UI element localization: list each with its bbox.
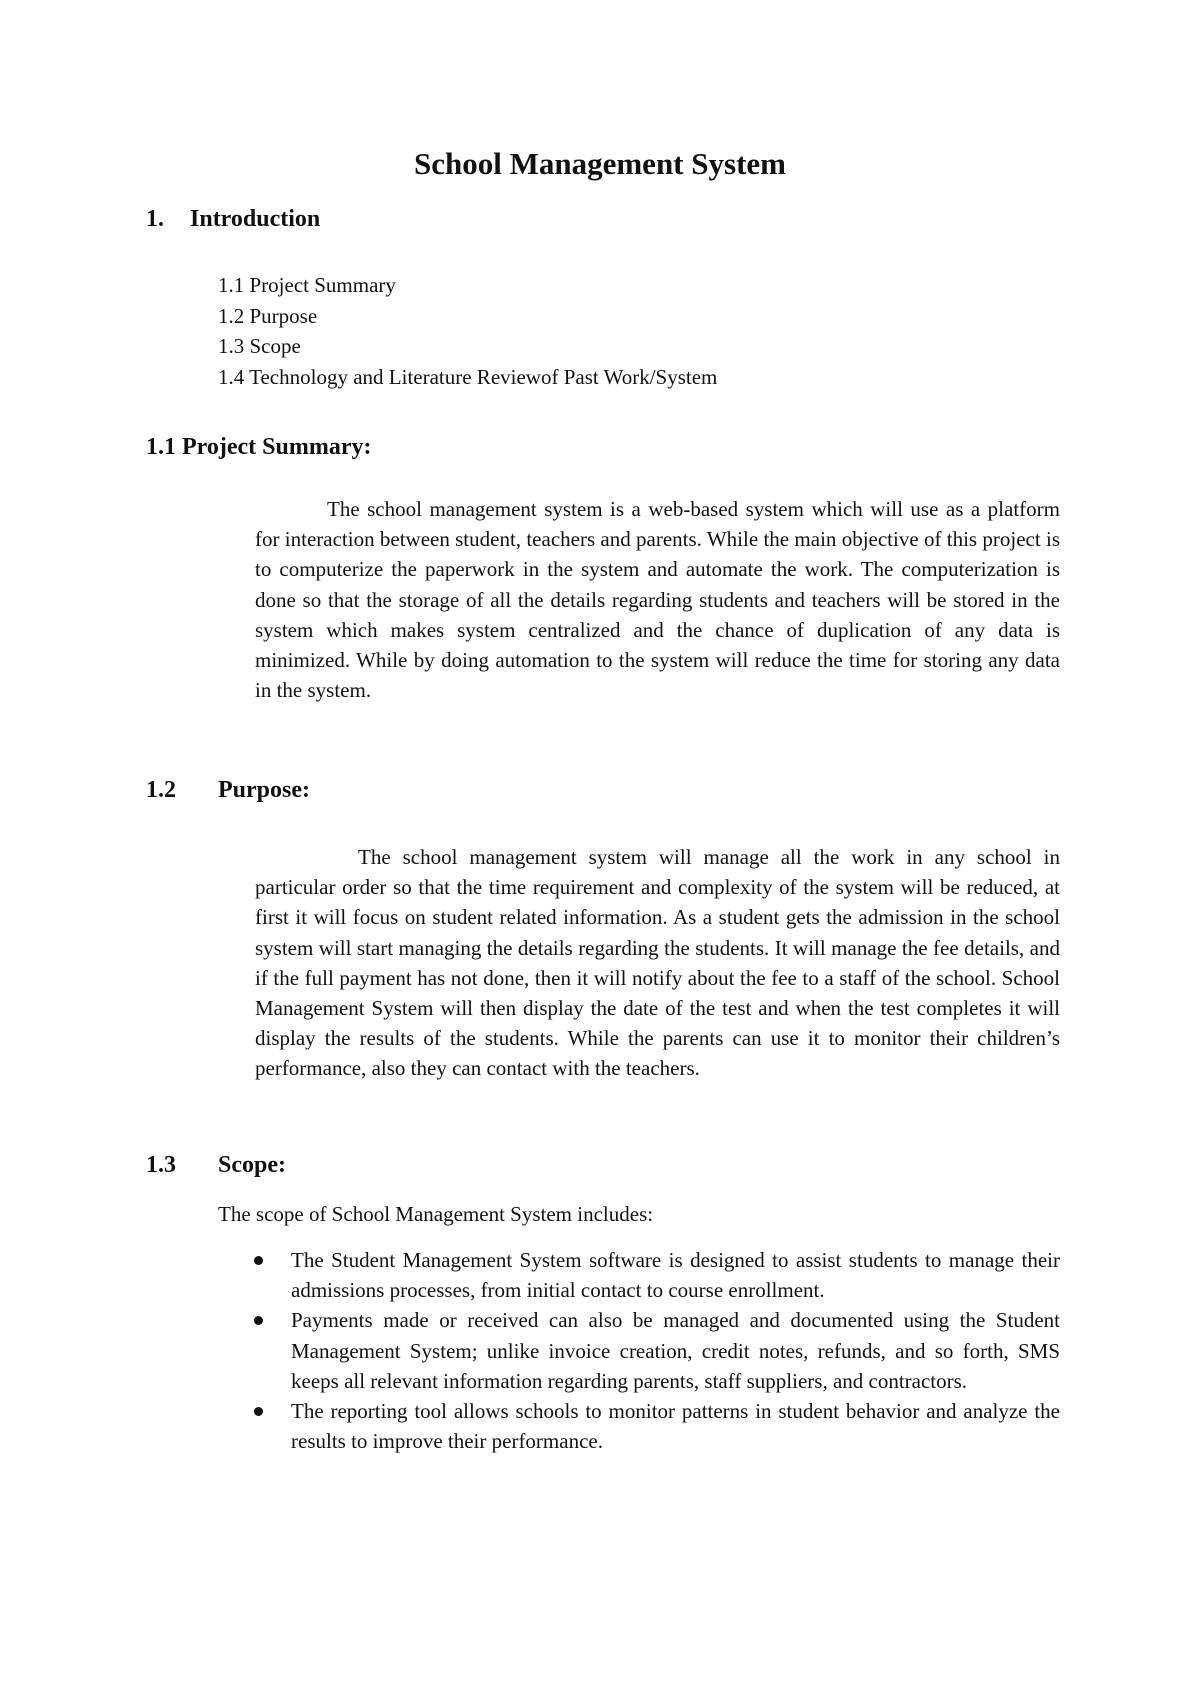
scope-bullet-text: Payments made or received can also be managed and documented using the Student Management System; unlike invoice creation, credit notes, refunds, and so forth, SMS keeps all relevant information regarding parents, staff suppliers, and contractors.	[291, 1308, 1060, 1393]
scope-heading-text: Scope:	[218, 1152, 286, 1178]
scope-heading-number: 1.3	[146, 1152, 176, 1178]
toc-item-project-summary: 1.1 Project Summary	[218, 273, 396, 297]
bullet-icon	[254, 1407, 263, 1416]
purpose-paragraph: The school management system will manage all the work in any school in particular order so that the time requirement and complexity of the system will be reduced, at first it will focus on student related information. As a student gets the admission in the school system will start managing the details regarding the students. It will manage the fee details, and if the full payment has not done, then it will notify about the fee to a staff of the school. School Management System will then display the date of the test and when the test completes it will display the results of the students. While the parents can use it to monitor their children’s performance, also they can contact with the teachers.	[255, 845, 1060, 1081]
introduction-heading	[146, 204, 320, 234]
scope-bullet-item	[218, 1305, 1060, 1396]
table-of-contents	[218, 270, 717, 392]
toc-item-technology-review: 1.4 Technology and Literature Reviewof Past Work/System	[218, 364, 718, 389]
purpose-heading-number: 1.2	[146, 777, 176, 803]
bullet-icon	[254, 1316, 263, 1325]
document-title: School Management System	[414, 146, 786, 181]
introduction-heading-number: 1.	[146, 206, 164, 232]
scope-bullet-text: The Student Management System software is designed to assist students to manage their admissions processes, from initial contact to course enrollment.	[291, 1248, 1060, 1303]
scope-bullet-text: The reporting tool allows schools to monitor patterns in student behavior and analyze the results to improve their performance.	[291, 1399, 1060, 1454]
purpose-heading-text: Purpose:	[218, 777, 310, 803]
scope-bullet-list	[218, 1245, 1060, 1456]
bullet-icon	[254, 1256, 263, 1265]
project-summary-heading	[146, 432, 372, 462]
introduction-heading-text: Introduction	[190, 206, 321, 232]
scope-heading	[146, 1150, 286, 1180]
scope-bullet-item	[218, 1245, 1060, 1305]
purpose-heading	[146, 775, 310, 805]
toc-item-scope: 1.3 Scope	[218, 334, 301, 358]
toc-item-purpose: 1.2 Purpose	[218, 303, 318, 328]
scope-intro-text: The scope of School Management System includes:	[218, 1202, 654, 1226]
project-summary-heading-text: 1.1 Project Summary:	[146, 434, 372, 460]
project-summary-paragraph: The school management system is a web-based system which will use as a platform for interaction between student, teachers and parents. While the main objective of this project is to computerize the paperwork in the system and automate the work. The computerization is done so that the storage of all the details regarding students and teachers will be stored in the system which makes system centralized and the chance of duplication of any data is minimized. While by doing automation to the system will reduce the time for storing any data in the system.	[255, 497, 1060, 703]
scope-bullet-item	[218, 1396, 1060, 1456]
